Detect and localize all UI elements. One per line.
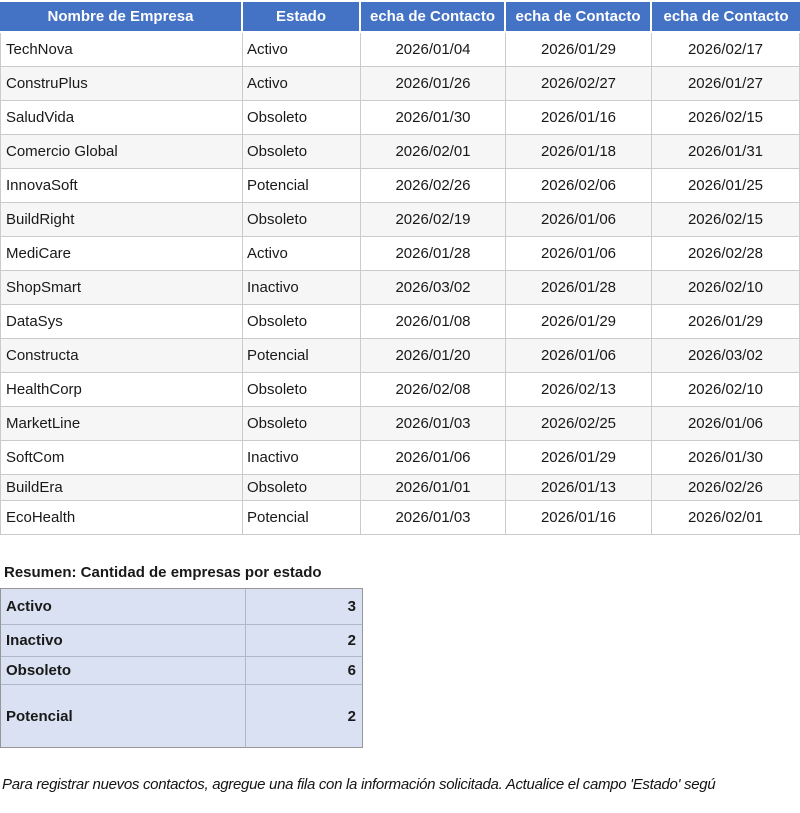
contact-date-2-cell[interactable]: 2026/01/16	[506, 501, 652, 535]
companies-table-header	[0, 2, 800, 33]
table-row	[0, 135, 800, 169]
table-row	[0, 475, 800, 501]
contact-date-2-cell[interactable]: 2026/01/28	[506, 271, 652, 305]
contact-date-2-cell[interactable]: 2026/01/13	[506, 475, 652, 501]
summary-count-cell[interactable]: 2	[246, 685, 363, 748]
status-cell[interactable]: Obsoleto	[243, 407, 361, 441]
summary-row	[1, 589, 363, 625]
summary-status-label-cell[interactable]: Activo	[1, 589, 246, 625]
company-name-cell[interactable]: SaludVida	[0, 101, 243, 135]
table-row	[0, 101, 800, 135]
contact-date-2-cell[interactable]: 2026/02/25	[506, 407, 652, 441]
contact-date-1-cell[interactable]: 2026/01/01	[361, 475, 506, 501]
status-cell[interactable]: Obsoleto	[243, 203, 361, 237]
table-row	[0, 237, 800, 271]
status-cell[interactable]: Potencial	[243, 169, 361, 203]
summary-count-cell[interactable]: 6	[246, 657, 363, 685]
column-header-0[interactable]: Nombre de Empresa	[0, 2, 243, 33]
contact-date-3-cell[interactable]: 2026/02/10	[652, 271, 800, 305]
company-name-cell[interactable]: ShopSmart	[0, 271, 243, 305]
summary-count-cell[interactable]: 2	[246, 625, 363, 657]
contact-date-3-cell[interactable]: 2026/02/28	[652, 237, 800, 271]
table-row	[0, 203, 800, 237]
contact-date-1-cell[interactable]: 2026/03/02	[361, 271, 506, 305]
contact-date-3-cell[interactable]: 2026/01/31	[652, 135, 800, 169]
contact-date-1-cell[interactable]: 2026/01/26	[361, 67, 506, 101]
company-name-cell[interactable]: BuildRight	[0, 203, 243, 237]
contact-date-3-cell[interactable]: 2026/01/30	[652, 441, 800, 475]
table-row	[0, 373, 800, 407]
table-row	[0, 441, 800, 475]
contact-date-2-cell[interactable]: 2026/01/06	[506, 203, 652, 237]
column-header-4[interactable]: echa de Contacto	[652, 2, 800, 33]
table-row	[0, 407, 800, 441]
instructions-note: Para registrar nuevos contactos, agregue una fila con la información solicitada. Actualice el campo 'Estado' segú	[2, 776, 716, 793]
contact-date-2-cell[interactable]: 2026/01/29	[506, 305, 652, 339]
status-cell[interactable]: Obsoleto	[243, 373, 361, 407]
contact-date-2-cell[interactable]: 2026/01/06	[506, 237, 652, 271]
status-cell[interactable]: Obsoleto	[243, 101, 361, 135]
contact-date-3-cell[interactable]: 2026/02/01	[652, 501, 800, 535]
table-row	[0, 339, 800, 373]
status-cell[interactable]: Obsoleto	[243, 305, 361, 339]
companies-table	[0, 2, 800, 535]
contact-date-2-cell[interactable]: 2026/01/29	[506, 33, 652, 67]
contact-date-1-cell[interactable]: 2026/02/26	[361, 169, 506, 203]
header-row	[0, 2, 800, 33]
contact-date-2-cell[interactable]: 2026/02/13	[506, 373, 652, 407]
table-row	[0, 501, 800, 535]
contact-date-1-cell[interactable]: 2026/02/19	[361, 203, 506, 237]
company-name-cell[interactable]: BuildEra	[0, 475, 243, 501]
contact-date-1-cell[interactable]: 2026/02/08	[361, 373, 506, 407]
companies-table-body	[0, 33, 800, 535]
summary-table-body	[1, 589, 363, 748]
summary-status-label-cell[interactable]: Inactivo	[1, 625, 246, 657]
contact-date-1-cell[interactable]: 2026/02/01	[361, 135, 506, 169]
company-name-cell[interactable]: DataSys	[0, 305, 243, 339]
status-cell[interactable]: Potencial	[243, 339, 361, 373]
contact-date-3-cell[interactable]: 2026/02/15	[652, 203, 800, 237]
contact-date-1-cell[interactable]: 2026/01/04	[361, 33, 506, 67]
contact-date-2-cell[interactable]: 2026/02/27	[506, 67, 652, 101]
status-cell[interactable]: Obsoleto	[243, 135, 361, 169]
status-cell[interactable]: Activo	[243, 67, 361, 101]
summary-row	[1, 657, 363, 685]
contact-date-1-cell[interactable]: 2026/01/28	[361, 237, 506, 271]
summary-count-cell[interactable]: 3	[246, 589, 363, 625]
summary-row	[1, 625, 363, 657]
table-row	[0, 67, 800, 101]
column-header-1[interactable]: Estado	[243, 2, 361, 33]
contact-date-1-cell[interactable]: 2026/01/30	[361, 101, 506, 135]
contact-date-3-cell[interactable]: 2026/02/26	[652, 475, 800, 501]
status-cell[interactable]: Activo	[243, 33, 361, 67]
contact-date-2-cell[interactable]: 2026/01/18	[506, 135, 652, 169]
company-name-cell[interactable]: InnovaSoft	[0, 169, 243, 203]
column-header-3[interactable]: echa de Contacto	[506, 2, 652, 33]
contact-date-1-cell[interactable]: 2026/01/08	[361, 305, 506, 339]
status-cell[interactable]: Inactivo	[243, 441, 361, 475]
contact-date-3-cell[interactable]: 2026/02/10	[652, 373, 800, 407]
contact-date-2-cell[interactable]: 2026/01/06	[506, 339, 652, 373]
table-row	[0, 33, 800, 67]
company-name-cell[interactable]: MediCare	[0, 237, 243, 271]
contact-date-2-cell[interactable]: 2026/01/16	[506, 101, 652, 135]
table-row	[0, 305, 800, 339]
status-cell[interactable]: Inactivo	[243, 271, 361, 305]
contact-date-1-cell[interactable]: 2026/01/03	[361, 501, 506, 535]
contact-date-1-cell[interactable]: 2026/01/06	[361, 441, 506, 475]
status-cell[interactable]: Obsoleto	[243, 475, 361, 501]
summary-status-label-cell[interactable]: Potencial	[1, 685, 246, 748]
contact-date-3-cell[interactable]: 2026/01/29	[652, 305, 800, 339]
company-name-cell[interactable]: TechNova	[0, 33, 243, 67]
contact-date-3-cell[interactable]: 2026/01/27	[652, 67, 800, 101]
company-name-cell[interactable]: Comercio Global	[0, 135, 243, 169]
summary-table	[0, 588, 363, 748]
status-cell[interactable]: Activo	[243, 237, 361, 271]
table-row	[0, 271, 800, 305]
contact-date-2-cell[interactable]: 2026/02/06	[506, 169, 652, 203]
contact-date-3-cell[interactable]: 2026/02/15	[652, 101, 800, 135]
summary-title: Resumen: Cantidad de empresas por estado	[4, 564, 322, 581]
company-name-cell[interactable]: MarketLine	[0, 407, 243, 441]
status-cell[interactable]: Potencial	[243, 501, 361, 535]
summary-row	[1, 685, 363, 748]
column-header-2[interactable]: echa de Contacto	[361, 2, 506, 33]
company-name-cell[interactable]: ConstruPlus	[0, 67, 243, 101]
company-name-cell[interactable]: SoftCom	[0, 441, 243, 475]
contact-date-3-cell[interactable]: 2026/03/02	[652, 339, 800, 373]
company-name-cell[interactable]: Constructa	[0, 339, 243, 373]
contact-date-3-cell[interactable]: 2026/01/06	[652, 407, 800, 441]
summary-status-label-cell[interactable]: Obsoleto	[1, 657, 246, 685]
company-name-cell[interactable]: EcoHealth	[0, 501, 243, 535]
contact-date-1-cell[interactable]: 2026/01/03	[361, 407, 506, 441]
contact-date-2-cell[interactable]: 2026/01/29	[506, 441, 652, 475]
table-row	[0, 169, 800, 203]
company-name-cell[interactable]: HealthCorp	[0, 373, 243, 407]
contact-date-3-cell[interactable]: 2026/01/25	[652, 169, 800, 203]
contact-date-3-cell[interactable]: 2026/02/17	[652, 33, 800, 67]
contact-date-1-cell[interactable]: 2026/01/20	[361, 339, 506, 373]
